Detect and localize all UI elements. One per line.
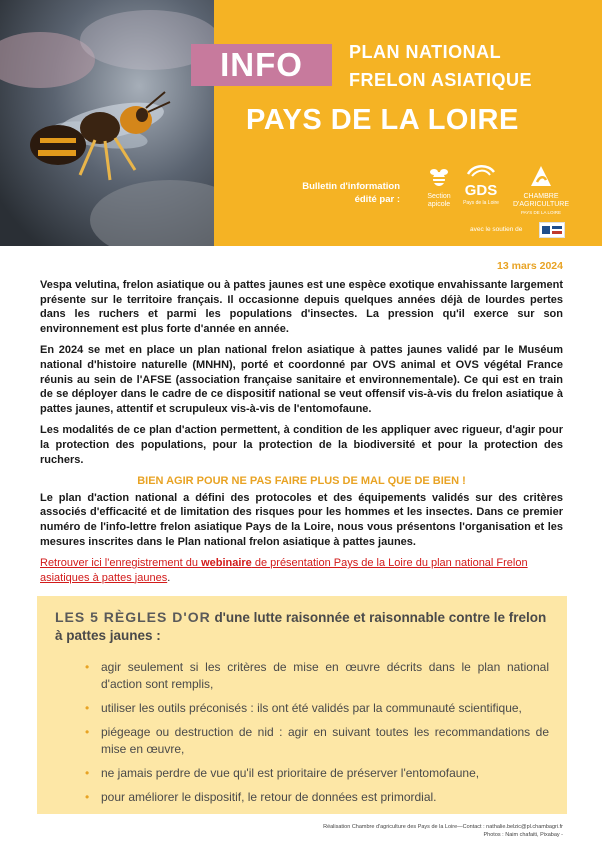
footer-photos: Photos : Naim chafaiti, Pixabay - — [483, 832, 563, 838]
golden-rules-list — [55, 659, 549, 806]
bee-icon — [428, 166, 450, 188]
rule-text: utiliser les outils préconisés : ils ont été validés par la communauté scientifique, — [101, 701, 522, 715]
footer-credits — [290, 823, 563, 839]
rule-text: pour améliorer le dispositif, le retour de données est primordial. — [101, 790, 437, 804]
webinar-link-before: Retrouver ici l'enregistrement du — [40, 557, 202, 570]
gds-logo-icon — [466, 164, 496, 178]
paragraph-plan-2024: En 2024 se met en place un plan national frelon asiatique à pattes jaunes validé par le Muséum national d'histoire naturelle (MNHN), porté et coordonné par OVS animal et OVS végétal France réunis au sein de l'AFSE (association française sanitaire et environnementale). Ce qui est en train de se déployer dans le cadre de ce dispositif national se veut offensif vis-à-vis du frelon asiatique à pattes jaunes, attentif et scrupuleux vis-à-vis de l'entomofaune. — [40, 344, 563, 415]
info-badge: INFO — [191, 44, 332, 86]
list-item — [85, 789, 549, 806]
logo-apicole-line1: Section — [427, 193, 451, 200]
rule-text: piégeage ou destruction de nid : agir en suivant toutes les recommandations de mise en œuvre, — [101, 725, 549, 756]
list-item — [85, 724, 549, 758]
list-item — [85, 765, 549, 782]
support-logo-graphic — [540, 223, 564, 237]
support-label: avec le soutien de — [470, 226, 523, 233]
webinar-paragraph — [40, 556, 563, 585]
golden-rules-title — [55, 608, 549, 645]
bulletin-line2: édité par : — [354, 194, 400, 205]
logo-chambre-line3: PAYS DE LA LOIRE — [520, 210, 562, 215]
logo-gds-text: GDS — [464, 182, 498, 199]
article-body — [40, 278, 563, 592]
bullet-icon: • — [85, 660, 90, 674]
gds-logo — [458, 164, 504, 207]
logo-apicole-line2: apicole — [427, 201, 451, 208]
plan-title-line1: PLAN NATIONAL — [349, 42, 502, 62]
webinar-link-end: . — [167, 571, 171, 584]
bullet-icon: • — [85, 725, 90, 739]
section-apicole-logo — [420, 166, 458, 209]
paragraph-modalites: Les modalités de ce plan d'action permettent, à condition de les appliquer avec rigueur, d'agir pour la protection des populations, pour la protection de la biodiversité et pour la protection des ruchers. — [40, 424, 563, 466]
chambre-agriculture-logo — [512, 164, 570, 217]
region-title: PAYS DE LA LOIRE — [246, 104, 519, 136]
support-logo-icon — [539, 222, 565, 238]
golden-rules-title-caps: LES 5 RÈGLES D'OR — [55, 609, 211, 625]
slogan: BIEN AGIR POUR NE PAS FAIRE PLUS DE MAL QUE DE BIEN ! — [137, 475, 466, 488]
webinar-link[interactable] — [40, 557, 528, 584]
header-banner — [0, 0, 602, 246]
list-item — [85, 700, 549, 717]
publication-date: 13 mars 2024 — [497, 260, 563, 272]
golden-rules-box — [37, 596, 567, 814]
list-item — [85, 659, 549, 693]
bullet-icon: • — [85, 701, 90, 715]
paragraph-intro: Vespa velutina, frelon asiatique ou à pattes jaunes est une espèce exotique envahissante largement présente sur le territoire français. Il occasionne depuis quelques années déjà de lourdes pertes dans les ruchers et parmi les populations d'insectes. La pression qu'il exerce sur son environnement est plus forte d'année en année. — [40, 279, 563, 335]
plan-title-line2: FRELON ASIATIQUE — [349, 70, 532, 90]
bullet-icon: • — [85, 790, 90, 804]
footer-contact: Réalisation Chambre d'agriculture des Pays de la Loire—Contact : nathalie.belzic@pl.chambagri.fr — [323, 824, 563, 830]
logo-chambre-line1: CHAMBRE — [523, 193, 559, 200]
bullet-icon: • — [85, 766, 90, 780]
webinar-link-after: de présentation Pays de la Loire du plan national Frelon asiatiques à pattes jaunes — [40, 557, 528, 584]
chambre-agriculture-logo-icon — [528, 164, 554, 188]
logo-gds-sub: Pays de la Loire — [463, 200, 499, 206]
bulletin-line1: Bulletin d'information — [302, 181, 400, 192]
paragraph-protocols: Le plan d'action national a défini des protocoles et des équipements validés sur des critères associés d'efficacité et de limitation des risques pour les hommes et les insectes. Dans ce premier numéro de l'info-lettre frelon asiatique Pays de la Loire, nous vous présentons l'organisation et les mesures inscrites dans le Plan national frelon asiatique à pattes jaunes. — [40, 491, 563, 548]
hornet-illustration — [0, 0, 214, 246]
rule-text: agir seulement si les critères de mise en œuvre décrits dans le plan national d'action sont remplis, — [101, 660, 549, 691]
rule-text: ne jamais perdre de vue qu'il est prioritaire de préserver l'entomofaune, — [101, 766, 480, 780]
logo-chambre-line2: D'AGRICULTURE — [512, 201, 570, 208]
hornet-photo — [0, 0, 214, 246]
bulletin-label — [280, 180, 400, 206]
webinar-link-strong: webinaire — [201, 557, 252, 570]
golden-rules-title-rest: d'une lutte raisonnée et raisonnable contre le frelon à pattes jaunes : — [55, 610, 547, 643]
